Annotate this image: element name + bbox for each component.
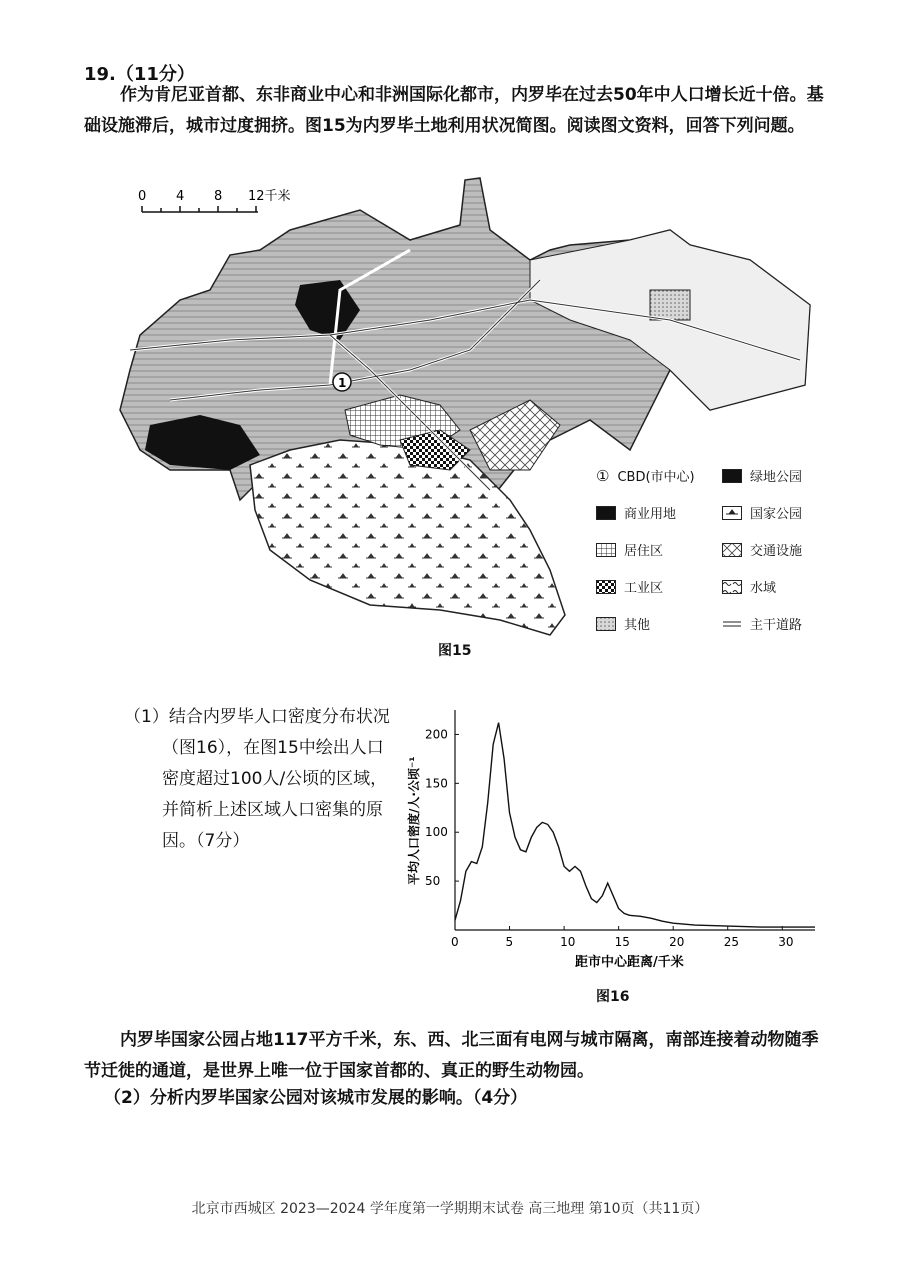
question-1-text: （1）结合内罗毕人口密度分布状况（图16），在图15中绘出人口密度超过100人/公顷的区域，并简析上述区域人口密集的原因。（7分） xyxy=(124,707,390,851)
scale-bar xyxy=(138,188,291,212)
density-chart xyxy=(400,700,830,980)
passage-2: 内罗毕国家公园占地117平方千米，东、西、北三面有电网与城市隔离，南部连接着动物随季节迁徙的通道，是世界上唯一位于国家首都的、真正的野生动物园。 xyxy=(84,1030,819,1081)
y-tick-label: 100 xyxy=(425,825,448,840)
legend-green xyxy=(722,466,802,485)
legend-cbd xyxy=(596,466,695,485)
legend-residential-label: 居住区 xyxy=(624,544,664,559)
legend-residential xyxy=(596,540,663,559)
y-axis-label: 平均人口密度/人·公顷⁻¹ xyxy=(407,756,421,885)
density-series-line xyxy=(455,723,815,927)
scale-tick-4: 4 xyxy=(176,189,185,204)
map-caption: 图15 xyxy=(438,643,472,659)
x-tick-label: 5 xyxy=(505,935,514,949)
legend-water xyxy=(722,577,776,596)
question-2: （2）分析内罗毕国家公园对该城市发展的影响。（4分） xyxy=(104,1088,528,1108)
legend-commercial xyxy=(596,503,676,522)
page-footer: 北京市西城区 2023—2024 学年度第一学期期末试卷 高三地理 第10页（共11页） xyxy=(191,1201,709,1217)
land-use-map xyxy=(110,170,830,640)
legend-road-label: 主干道路 xyxy=(750,618,803,633)
legend-transport xyxy=(722,540,802,559)
legend-green-label: 绿地公园 xyxy=(750,470,803,485)
y-tick-label: 200 xyxy=(425,727,448,742)
map-svg xyxy=(110,170,830,640)
scale-tick-0: 0 xyxy=(138,189,147,204)
legend-road xyxy=(722,614,802,633)
legend-cbd-symbol: ① xyxy=(596,466,610,485)
density-chart-svg xyxy=(400,700,830,980)
legend-green-swatch xyxy=(722,469,742,483)
legend-other xyxy=(596,614,650,633)
x-tick-label: 25 xyxy=(723,935,740,949)
x-tick-label: 10 xyxy=(560,935,576,949)
other-patch xyxy=(650,290,690,320)
cbd-marker-label: 1 xyxy=(338,376,347,390)
legend-residential-swatch xyxy=(596,543,616,557)
x-tick-label: 20 xyxy=(669,935,685,949)
x-tick-label: 15 xyxy=(614,935,630,949)
chart-caption: 图16 xyxy=(596,989,630,1005)
question-1 xyxy=(124,702,396,857)
legend-commercial-swatch xyxy=(596,506,616,520)
legend-water-swatch xyxy=(722,580,742,594)
x-tick-label: 30 xyxy=(778,935,794,949)
legend-transport-label: 交通设施 xyxy=(750,544,803,559)
cbd-marker xyxy=(333,373,351,391)
legend-industrial xyxy=(596,577,663,596)
scale-tick-12: 12千米 xyxy=(248,189,291,204)
legend-national-park-swatch xyxy=(722,506,742,520)
scale-tick-8: 8 xyxy=(214,189,223,204)
legend-commercial-label: 商业用地 xyxy=(624,507,677,522)
x-axis-label: 距市中心距离/千米 xyxy=(575,955,684,970)
legend-industrial-swatch xyxy=(596,580,616,594)
legend-national-park xyxy=(722,503,802,522)
intro-paragraph: 作为肯尼亚首都、东非商业中心和非洲国际化都市，内罗毕在过去50年中人口增长近十倍。基础设施滞后，城市过度拥挤。图15为内罗毕土地利用状况简图。阅读图文资料，回答下列问题。 xyxy=(84,85,824,136)
legend-cbd-label: CBD(市中心) xyxy=(617,470,695,485)
legend-other-swatch xyxy=(596,617,616,631)
legend-transport-swatch xyxy=(722,543,742,557)
legend-national-park-label: 国家公园 xyxy=(750,507,803,522)
legend-industrial-label: 工业区 xyxy=(624,581,664,596)
question-number: 19.（11分） xyxy=(84,64,195,85)
legend-water-label: 水域 xyxy=(750,581,777,596)
legend-road-swatch xyxy=(722,617,742,631)
y-tick-label: 50 xyxy=(425,874,441,889)
legend-other-label: 其他 xyxy=(624,618,651,633)
y-tick-label: 150 xyxy=(425,776,448,791)
x-tick-label: 0 xyxy=(451,935,459,949)
